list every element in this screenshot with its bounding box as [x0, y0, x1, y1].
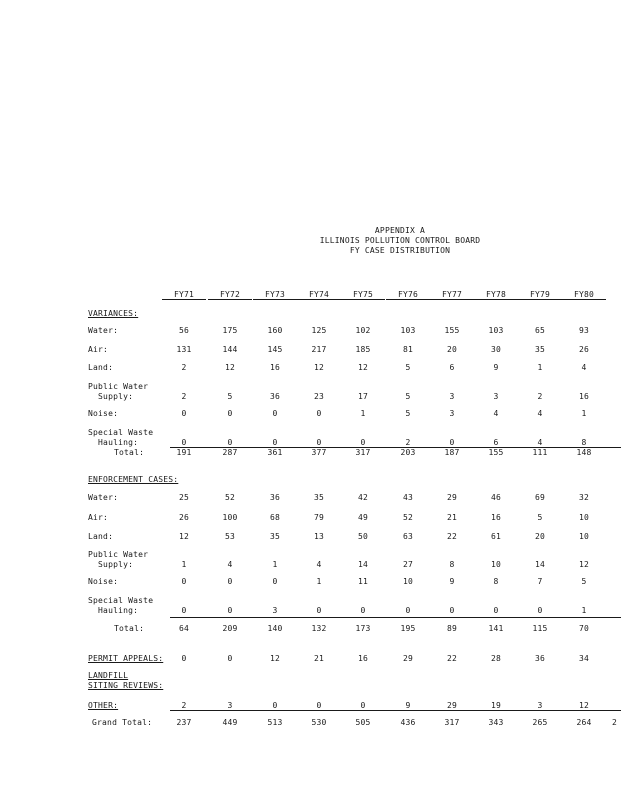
enforcement-row-label: Supply: [88, 560, 134, 569]
enforcement-row-label: Water: [88, 493, 119, 502]
column-header-fy78: FY78 [474, 290, 518, 300]
enforcement-cell: 1 [581, 606, 587, 615]
enforcement-row-label: Hauling: [88, 606, 139, 615]
enforcement-cell: 79 [313, 513, 325, 522]
variances-cell: 103 [488, 326, 504, 335]
permit-appeals-cell: 21 [313, 654, 325, 663]
enforcement-cell: 21 [446, 513, 458, 522]
grand-total-label: Grand Total: [92, 718, 153, 727]
variances-cell: 5 [405, 409, 411, 418]
enforcement-row-label: Land: [88, 532, 114, 541]
enforcement-cell: 0 [360, 606, 366, 615]
enforcement-cell: 5 [581, 577, 587, 586]
variances-row-label: Supply: [88, 392, 134, 401]
enforcement-cell: 4 [316, 560, 322, 569]
variances-cell: 0 [360, 438, 366, 447]
enforcement-cell: 35 [269, 532, 281, 541]
column-header-fy75: FY75 [341, 290, 385, 300]
enforcement-cell: 42 [357, 493, 369, 502]
enforcement-total-cell: 64 [178, 624, 190, 633]
grand-total-cell: 264 [576, 718, 592, 727]
variances-total-cell: 361 [267, 448, 283, 457]
enforcement-cell: 25 [178, 493, 190, 502]
variances-cell: 185 [355, 345, 371, 354]
variances-cell: 0 [227, 438, 233, 447]
enforcement-cell: 0 [181, 577, 187, 586]
enforcement-cell: 36 [269, 493, 281, 502]
grand-total-cell: 436 [400, 718, 416, 727]
landfill-label: SITING REVIEWS: [88, 681, 164, 690]
variances-total-cell: 191 [176, 448, 192, 457]
other-cell: 9 [405, 701, 411, 710]
grand-total-cell: 343 [488, 718, 504, 727]
variances-cell: 3 [449, 409, 455, 418]
enforcement-cell: 0 [227, 577, 233, 586]
other-cell: 0 [316, 701, 322, 710]
variances-total-cell: 203 [400, 448, 416, 457]
variances-cell: 17 [357, 392, 369, 401]
board-title: ILLINOIS POLLUTION CONTROL BOARD [319, 236, 481, 245]
variances-cell: 36 [269, 392, 281, 401]
enforcement-cell: 10 [578, 532, 590, 541]
enforcement-cell: 27 [402, 560, 414, 569]
enforcement-cell: 11 [357, 577, 369, 586]
variances-cell: 0 [227, 409, 233, 418]
variances-cell: 56 [178, 326, 190, 335]
enforcement-row-label: Public Water [88, 550, 149, 559]
column-header-fy74: FY74 [297, 290, 341, 300]
column-header-fy76: FY76 [386, 290, 430, 300]
other-cell: 0 [360, 701, 366, 710]
enforcement-cell: 53 [224, 532, 236, 541]
variances-total-cell: 317 [355, 448, 371, 457]
variances-cell: 1 [537, 363, 543, 372]
grand-total-cell: 237 [176, 718, 192, 727]
variances-cell: 12 [357, 363, 369, 372]
underline-rule [170, 710, 621, 711]
enforcement-cell: 5 [537, 513, 543, 522]
variances-cell: 5 [227, 392, 233, 401]
enforcement-total-cell: 89 [446, 624, 458, 633]
appendix-title: APPENDIX A [374, 226, 426, 235]
variances-cell: 12 [224, 363, 236, 372]
variances-cell: 4 [581, 363, 587, 372]
variances-cell: 2 [181, 392, 187, 401]
variances-cell: 2 [537, 392, 543, 401]
enforcement-cell: 0 [227, 606, 233, 615]
table-title: FY CASE DISTRIBUTION [349, 246, 451, 255]
variances-cell: 3 [449, 392, 455, 401]
variances-row-label: Air: [88, 345, 109, 354]
variances-cell: 1 [581, 409, 587, 418]
enforcement-cell: 0 [316, 606, 322, 615]
other-cell: 2 [181, 701, 187, 710]
variances-cell: 2 [405, 438, 411, 447]
variances-cell: 4 [537, 409, 543, 418]
enforcement-cell: 8 [449, 560, 455, 569]
variances-cell: 0 [316, 438, 322, 447]
variances-total-cell: 377 [311, 448, 327, 457]
column-header-fy79: FY79 [518, 290, 562, 300]
variances-cell: 93 [578, 326, 590, 335]
permit-appeals-cell: 16 [357, 654, 369, 663]
column-header-fy73: FY73 [253, 290, 297, 300]
enforcement-cell: 1 [181, 560, 187, 569]
other-cell: 0 [272, 701, 278, 710]
other-label: OTHER: [88, 701, 119, 710]
enforcement-total-cell: 141 [488, 624, 504, 633]
enforcement-cell: 63 [402, 532, 414, 541]
enforcement-cell: 12 [178, 532, 190, 541]
variances-cell: 0 [272, 409, 278, 418]
enforcement-total-cell: 195 [400, 624, 416, 633]
enforcement-cell: 100 [222, 513, 238, 522]
other-cell: 3 [537, 701, 543, 710]
variances-row-label: Special Waste [88, 428, 154, 437]
enforcement-cell: 0 [181, 606, 187, 615]
permit-appeals-label: PERMIT APPEALS: [88, 654, 164, 663]
variances-row-label: Noise: [88, 409, 119, 418]
enforcement-cell: 9 [449, 577, 455, 586]
enforcement-cell: 68 [269, 513, 281, 522]
enforcement-total-cell: 132 [311, 624, 327, 633]
variances-total-cell: 148 [576, 448, 592, 457]
enforcement-cell: 12 [578, 560, 590, 569]
enforcement-cell: 0 [272, 577, 278, 586]
variances-cell: 5 [405, 392, 411, 401]
grand-total-cell: 530 [311, 718, 327, 727]
enforcement-cell: 50 [357, 532, 369, 541]
enforcement-total-cell: 173 [355, 624, 371, 633]
variances-cell: 3 [493, 392, 499, 401]
enforcement-cell: 0 [449, 606, 455, 615]
enforcement-cell: 29 [446, 493, 458, 502]
enforcement-cell: 52 [224, 493, 236, 502]
enforcement-cell: 7 [537, 577, 543, 586]
enforcement-cell: 16 [490, 513, 502, 522]
permit-appeals-cell: 12 [269, 654, 281, 663]
enforcement-cell: 43 [402, 493, 414, 502]
variances-total-cell: 111 [532, 448, 548, 457]
column-header-fy71: FY71 [162, 290, 206, 300]
other-cell: 19 [490, 701, 502, 710]
variances-cell: 26 [578, 345, 590, 354]
variances-cell: 0 [181, 438, 187, 447]
variances-total-label: Total: [114, 448, 145, 457]
variances-heading: VARIANCES: [88, 309, 139, 318]
variances-cell: 81 [402, 345, 414, 354]
variances-cell: 4 [537, 438, 543, 447]
variances-cell: 0 [272, 438, 278, 447]
variances-total-cell: 155 [488, 448, 504, 457]
grand-total-cell: 449 [222, 718, 238, 727]
variances-row-label: Public Water [88, 382, 149, 391]
enforcement-cell: 8 [493, 577, 499, 586]
variances-cell: 23 [313, 392, 325, 401]
column-header-fy77: FY77 [430, 290, 474, 300]
variances-row-label: Water: [88, 326, 119, 335]
enforcement-cell: 22 [446, 532, 458, 541]
enforcement-cell: 1 [316, 577, 322, 586]
enforcement-cell: 61 [490, 532, 502, 541]
variances-cell: 0 [449, 438, 455, 447]
enforcement-cell: 14 [534, 560, 546, 569]
enforcement-total-label: Total: [114, 624, 145, 633]
column-header-fy80: FY80 [562, 290, 606, 300]
variances-cell: 217 [311, 345, 327, 354]
enforcement-heading: ENFORCEMENT CASES: [88, 475, 179, 484]
enforcement-cell: 0 [537, 606, 543, 615]
enforcement-total-cell: 140 [267, 624, 283, 633]
enforcement-cell: 10 [578, 513, 590, 522]
variances-row-label: Hauling: [88, 438, 139, 447]
variances-total-cell: 287 [222, 448, 238, 457]
enforcement-cell: 20 [534, 532, 546, 541]
variances-cell: 160 [267, 326, 283, 335]
enforcement-cell: 4 [227, 560, 233, 569]
variances-total-cell: 187 [444, 448, 460, 457]
variances-cell: 103 [400, 326, 416, 335]
enforcement-cell: 69 [534, 493, 546, 502]
enforcement-cell: 13 [313, 532, 325, 541]
enforcement-cell: 3 [272, 606, 278, 615]
enforcement-cell: 10 [490, 560, 502, 569]
permit-appeals-cell: 34 [578, 654, 590, 663]
variances-cell: 6 [493, 438, 499, 447]
variances-cell: 4 [493, 409, 499, 418]
enforcement-row-label: Air: [88, 513, 109, 522]
variances-cell: 12 [313, 363, 325, 372]
variances-cell: 35 [534, 345, 546, 354]
grand-total-cell: 513 [267, 718, 283, 727]
variances-cell: 175 [222, 326, 238, 335]
variances-cell: 131 [176, 345, 192, 354]
variances-cell: 145 [267, 345, 283, 354]
variances-cell: 20 [446, 345, 458, 354]
variances-cell: 1 [360, 409, 366, 418]
underline-rule [170, 617, 621, 618]
grand-total-cell: 505 [355, 718, 371, 727]
grand-total-cell: 265 [532, 718, 548, 727]
variances-cell: 125 [311, 326, 327, 335]
enforcement-row-label: Special Waste [88, 596, 154, 605]
variances-cell: 30 [490, 345, 502, 354]
enforcement-row-label: Noise: [88, 577, 119, 586]
variances-cell: 0 [181, 409, 187, 418]
permit-appeals-cell: 0 [181, 654, 187, 663]
enforcement-total-cell: 115 [532, 624, 548, 633]
column-header-fy72: FY72 [208, 290, 252, 300]
enforcement-cell: 14 [357, 560, 369, 569]
enforcement-cell: 26 [178, 513, 190, 522]
enforcement-cell: 1 [272, 560, 278, 569]
enforcement-cell: 0 [493, 606, 499, 615]
other-cell: 29 [446, 701, 458, 710]
variances-cell: 2 [181, 363, 187, 372]
permit-appeals-cell: 36 [534, 654, 546, 663]
enforcement-total-cell: 209 [222, 624, 238, 633]
variances-cell: 16 [269, 363, 281, 372]
variances-cell: 6 [449, 363, 455, 372]
other-cell: 3 [227, 701, 233, 710]
enforcement-total-cell: 70 [578, 624, 590, 633]
variances-cell: 0 [316, 409, 322, 418]
variances-cell: 155 [444, 326, 460, 335]
enforcement-cell: 52 [402, 513, 414, 522]
enforcement-cell: 49 [357, 513, 369, 522]
enforcement-cell: 32 [578, 493, 590, 502]
grand-total-cell: 317 [444, 718, 460, 727]
variances-cell: 65 [534, 326, 546, 335]
enforcement-cell: 10 [402, 577, 414, 586]
landfill-label: LANDFILL [88, 671, 129, 680]
permit-appeals-cell: 29 [402, 654, 414, 663]
variances-cell: 9 [493, 363, 499, 372]
variances-cell: 102 [355, 326, 371, 335]
variances-row-label: Land: [88, 363, 114, 372]
variances-cell: 8 [581, 438, 587, 447]
permit-appeals-cell: 22 [446, 654, 458, 663]
enforcement-cell: 35 [313, 493, 325, 502]
permit-appeals-cell: 0 [227, 654, 233, 663]
enforcement-cell: 0 [405, 606, 411, 615]
other-cell: 12 [578, 701, 590, 710]
variances-cell: 144 [222, 345, 238, 354]
variances-cell: 16 [578, 392, 590, 401]
grand-total-trailing: 2 [612, 718, 618, 727]
enforcement-cell: 46 [490, 493, 502, 502]
permit-appeals-cell: 28 [490, 654, 502, 663]
variances-cell: 5 [405, 363, 411, 372]
